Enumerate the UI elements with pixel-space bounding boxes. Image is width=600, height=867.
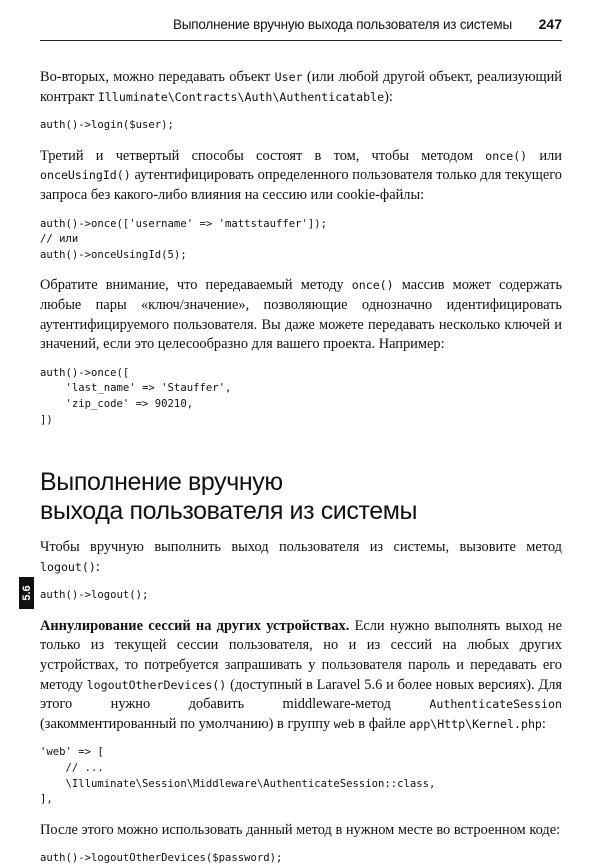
- text: :: [95, 558, 100, 575]
- text: Чтобы вручную выполнить выход пользователя из системы, вызовите метод: [40, 539, 562, 556]
- text: аутентифицировать определенного пользователя только для текущего запроса без какого-либо влияния на сессию или cookie-файлы:: [40, 167, 562, 203]
- running-header: [40, 14, 562, 41]
- text: :: [541, 715, 546, 732]
- page-number: 247: [538, 16, 562, 32]
- inline-code: User: [274, 70, 303, 84]
- paragraph-login-object: [40, 68, 562, 107]
- page-content: [40, 68, 562, 867]
- inline-code: AuthenticateSession: [429, 697, 562, 712]
- text: (доступный в Laravel 5.6 и более новых версиях). Для этого нужно добавить middleware-метод: [40, 676, 562, 713]
- version-badge-label: 5.6: [20, 585, 33, 601]
- paragraph-once-array: [40, 276, 562, 354]
- paragraph-once-methods: [40, 147, 562, 206]
- code-block-logout: auth()->logout();: [40, 589, 149, 602]
- text: ):: [384, 88, 393, 105]
- text: массив может содержать любые пары «ключ/значение», позволяющие однозначно идентифицировать аутентифицируемого пользователя. Вы даже можете передавать несколько ключей и значений, если это целесообразно для вашего проекта. Например:: [40, 277, 563, 353]
- bold-lead: Аннулирование сессий на других устройствах.: [40, 617, 350, 634]
- text: (закомментированный по умолчанию) в группу: [40, 715, 334, 732]
- inline-code: onceUsingId(): [40, 168, 131, 183]
- code-block-once: auth()->once(['username' => 'mattstauffer']); // или auth()->onceUsingId(5);: [40, 217, 328, 261]
- text: Во-вторых, можно передавать объект: [40, 69, 275, 85]
- version-badge: [19, 577, 34, 609]
- text: После этого можно использовать данный метод в нужном месте во встроенном коде:: [40, 821, 561, 838]
- text: (или любой другой объект, реализующий контракт: [40, 69, 562, 105]
- text: Третий и четвертый способы состоят в том, чтобы методом: [40, 147, 486, 164]
- inline-code: web: [333, 716, 355, 731]
- code-block-once-array: auth()->once([ 'last_name' => 'Stauffer', 'zip_code' => 90210, ]): [40, 366, 232, 426]
- text: Обратите внимание, что передаваемый методу: [40, 277, 352, 294]
- code-block-web-middleware: 'web' => [ // ... \Illuminate\Session\Middleware\AuthenticateSession::class, ],: [40, 746, 436, 806]
- section-heading-line: выхода пользователя из системы: [40, 497, 418, 526]
- text: Если нужно выполнять выход не только из текущей сессии пользователя, но и из сессий на любых других устройствах, то потребуется запрашивать у пользователя пароль и передавать его методу: [40, 617, 563, 693]
- inline-code: once(): [351, 278, 394, 293]
- code-block-login: auth()->login($user);: [40, 119, 174, 132]
- inline-code: logout(): [40, 559, 96, 574]
- inline-code: app\Http\Kernel.php: [409, 716, 542, 731]
- paragraph-after: [40, 821, 562, 841]
- section-heading: [40, 468, 562, 526]
- inline-code: logoutOtherDevices(): [86, 677, 227, 692]
- text: или: [527, 147, 562, 164]
- section-heading-line: Выполнение вручную: [40, 468, 283, 497]
- running-header-title: Выполнение вручную выхода пользователя из системы: [172, 17, 512, 32]
- text: в файле: [354, 715, 410, 732]
- inline-code: Illuminate\Contracts\Auth\Authenticatable: [97, 89, 385, 104]
- code-block-logout-other: auth()->logoutOtherDevices($password);: [40, 852, 283, 865]
- inline-code: once(): [485, 148, 528, 163]
- paragraph-other-devices: [40, 617, 562, 735]
- paragraph-logout: [40, 538, 562, 577]
